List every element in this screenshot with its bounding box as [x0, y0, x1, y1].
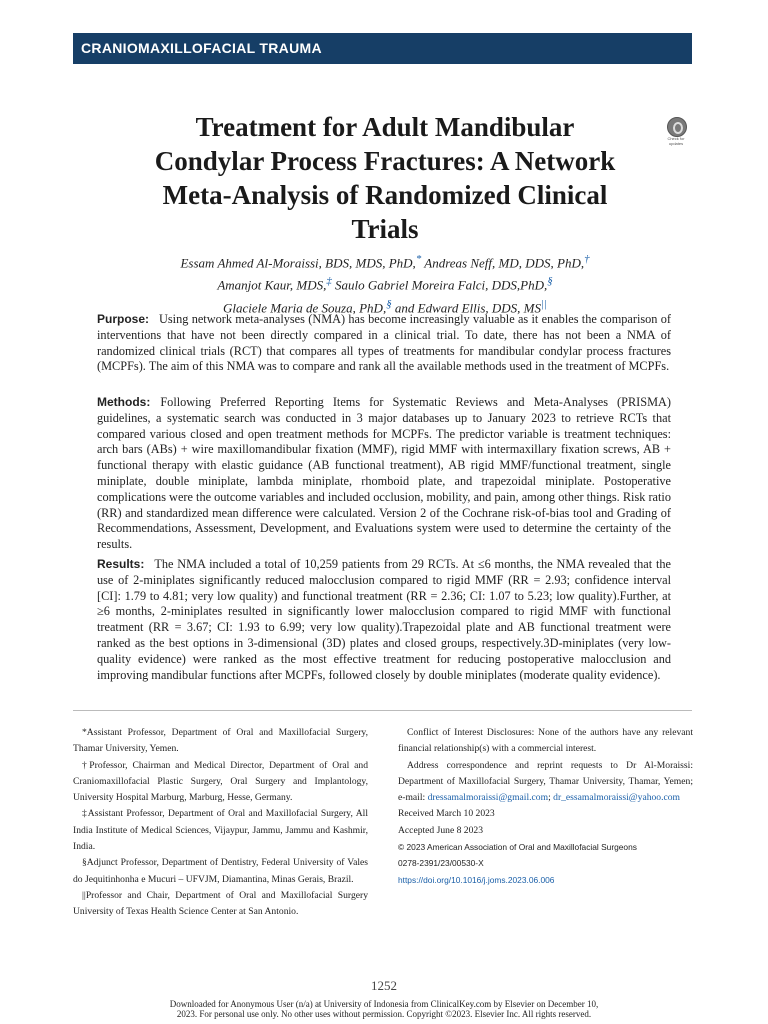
- accepted-date: Accepted June 8 2023: [398, 824, 483, 836]
- conflict-disclosure: Conflict of Interest Disclosures: None of the authors have any relevant financial relationship(s) with a commercial interest.: [398, 727, 693, 755]
- affiliation-note: ||Professor and Chair, Department of Oral and Maxillofacial Surgery University of Texas Health Science Center at San Antonio.: [73, 889, 368, 918]
- purpose-text: Using network meta-analyses (NMA) has become increasingly valuable as it enables the comparison of interventions that have not been directly compared in a clinical trial. To date, there has not been a NMA of randomized clinical trials (RCT) that compares all types of treatments for mandibular condylar process fractures (MCPFs). The aim of this NMA was to compare and rank all the available methods used in the treatment of MCPFs.: [97, 312, 671, 374]
- download-notice-line: Downloaded for Anonymous User (n/a) at University of Indonesia from ClinicalKey.com by Elsevier on December 10,: [169, 999, 599, 1009]
- article-info-column: [398, 725, 693, 888]
- badge-label: Check for updates: [667, 136, 685, 146]
- results-text: The NMA included a total of 10,259 patients from 29 RCTs. At ≤6 months, the NMA revealed that the use of 2-miniplates significantly reduced malocclusion compared to rigid MMF (RR = 2.93; confidence interval [CI]: 1.79 to 4.81; very low quality) and functional treatment (RR = 2.36; CI: 1.07 to 5.23; low quality).Further, at ≥6 months, 2-miniplates resulted in significantly lower malocclusion compared to rigid MMF with functional treatment (RR = 3.67; CI: 1.93 to 6.99; very low quality).Trapezoidal plate and AB functional treatment were ranked as the best options in 3-dimensional (3D) plates and closed groups, respectively.3D-miniplates (very low-quality evidence) were ranked as the most effective treatment for reducing postoperative malocclusion and improving mandibular functions after MCPFs, followed closely by double miniplates (moderate quality evidence).: [97, 557, 671, 682]
- affiliation-mark[interactable]: ||: [541, 297, 547, 310]
- methods-label: Methods:: [97, 395, 151, 409]
- affiliation-mark[interactable]: ‡: [326, 275, 332, 288]
- email-link[interactable]: dr_essamalmoraissi@yahoo.com: [553, 792, 681, 804]
- section-banner: [73, 33, 692, 64]
- abstract-methods: [97, 395, 671, 553]
- section-label: CRANIOMAXILLOFACIAL TRAUMA: [81, 40, 322, 56]
- abstract-purpose: [97, 312, 671, 375]
- title-line: Meta-Analysis of Randomized Clinical: [162, 180, 608, 210]
- affiliation-note: §Adjunct Professor, Department of Dentistry, Federal University of Vales do Jequitinhonha e Mucuri – UFVJM, Diamantina, Minas Gerais, Brazil.: [73, 857, 368, 885]
- email-link[interactable]: dressamalmoraissi@gmail.com: [427, 792, 549, 804]
- download-notice-line: 2023. For personal use only. No other uses without permission. Copyright ©2023. Elsevier Inc. All rights reserved.: [176, 1009, 592, 1019]
- author-line: Amanjot Kaur, MDS,‡ Saulo Gabriel Moreira Falci, DDS,PhD,§: [217, 275, 553, 293]
- title-line: Treatment for Adult Mandibular: [195, 112, 575, 142]
- title-line: Trials: [351, 214, 419, 244]
- affiliation-mark[interactable]: *: [415, 253, 422, 265]
- article-title: [90, 110, 680, 246]
- doi-link[interactable]: https://doi.org/10.1016/j.joms.2023.06.006: [398, 874, 555, 885]
- author-list: [100, 250, 670, 317]
- footnote-divider: [73, 710, 692, 711]
- copyright-line: © 2023 American Association of Oral and Maxillofacial Surgeons: [398, 842, 637, 853]
- affiliation-mark[interactable]: §: [547, 275, 553, 288]
- title-line: Condylar Process Fractures: A Network: [154, 146, 616, 176]
- issn-line: 0278-2391/23/00530-X: [398, 858, 484, 869]
- affiliation-mark[interactable]: †: [584, 253, 590, 265]
- purpose-label: Purpose:: [97, 312, 150, 326]
- affiliation-note: *Assistant Professor, Department of Oral and Maxillofacial Surgery, Thamar University, Yemen.: [73, 727, 368, 755]
- affiliation-mark[interactable]: §: [386, 297, 392, 310]
- author-line: Glaciele Maria de Souza, PhD,§ and Edward Ellis, DDS, MS||: [223, 297, 547, 315]
- received-date: Received March 10 2023: [398, 808, 495, 820]
- author-line: Essam Ahmed Al-Moraissi, BDS, MDS, PhD,* Andreas Neff, MD, DDS, PhD,†: [180, 253, 590, 271]
- download-notice: [0, 999, 768, 1019]
- abstract-results: [97, 557, 671, 683]
- affiliation-note: †Professor, Chairman and Medical Director, Department of Oral and Craniomaxillofacial Plastic Surgery, Oral Surgery and Implantology, University Hospital Marburg, Marburg, Hesse, Germany.: [73, 759, 368, 804]
- affiliations-column: [73, 725, 368, 921]
- correspondence: Address correspondence and reprint requests to Dr Al-Moraissi: Department of Maxillofacial Surgery, Thamar University, Thamar, Yemen; e-mail: dressamalmoraissi@gmail.com; dr_essamalmoraissi@yahoo.com: [398, 759, 693, 804]
- page-number: 1252: [371, 978, 397, 993]
- results-label: Results:: [97, 557, 145, 571]
- methods-text: Following Preferred Reporting Items for Systematic Reviews and Meta-Analyses (PRISMA) guidelines, a systematic search was conducted in 3 major databases up to January 2023 to retrieve RCTs that compared various closed and open treatment methods for MCPFs. The predictor variable is treatment techniques: arch bars (ABs) + wire maxillomandibular fixation (MMF), rigid MMF with intermaxillary fixation screws, AB + functional therapy with elastic guidance (AB functional treatment), AB rigid MMF/functional treatment, single miniplate, double miniplate, lambda miniplate, rhomboid plate, and trapezoidal miniplate. Postoperative complications were the outcome variables and included occlusion, mobility, and pain, among other things. Risk ratio (RR) and standardized mean difference were calculated. Version 2 of the Cochrane risk-of-bias tool and Grading of Recommendations, Assessment, Development, and Evaluations system were used to determine the certainty of the results.: [97, 395, 671, 552]
- affiliation-note: ‡Assistant Professor, Department of Oral and Maxillofacial Surgery, All India Institute of Medical Sciences, Vijaypur, Jammu, Jammu and Kashmir, India.: [73, 808, 368, 853]
